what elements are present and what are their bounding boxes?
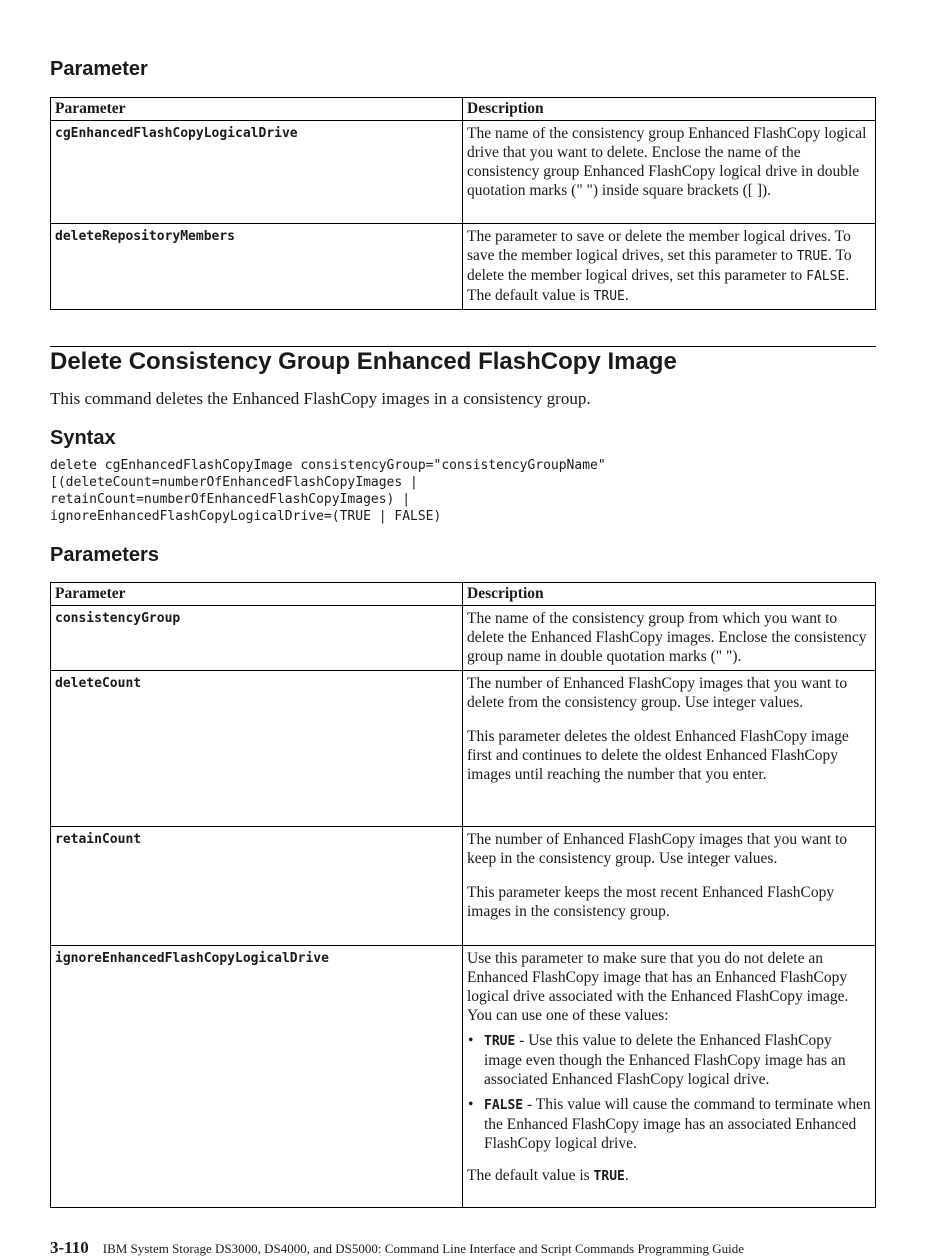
command-intro: This command deletes the Enhanced FlashCopy images in a consistency group. [50, 389, 591, 408]
parameter-heading: Parameter [50, 58, 148, 80]
param-description: The number of Enhanced FlashCopy images that you want to keep in the consistency group. Use integer values. This parameter keeps the most recent Enhanced FlashCopy images in the consistency group. [463, 827, 876, 946]
table-row [51, 121, 876, 224]
page-number: 3-110 [50, 1238, 89, 1257]
table-row [51, 671, 876, 827]
param-name: deleteCount [51, 671, 463, 827]
code-value: TRUE [593, 1169, 625, 1184]
parameters-heading: Parameters [50, 544, 159, 566]
code-value: TRUE [593, 289, 625, 304]
syntax-heading: Syntax [50, 427, 116, 449]
parameters-table [50, 582, 876, 1208]
list-item: • TRUE - Use this value to delete the Enhanced FlashCopy image even though the Enhanced FlashCopy image has an associated Enhanced FlashCopy logical drive. [467, 1031, 871, 1089]
table-header-row [51, 98, 876, 121]
command-title: Delete Consistency Group Enhanced FlashCopy Image [50, 348, 677, 375]
param-name: cgEnhancedFlashCopyLogicalDrive [51, 121, 463, 224]
page-footer [50, 1238, 744, 1258]
code-value: TRUE [796, 249, 829, 264]
syntax-block: delete cgEnhancedFlashCopyImage consistencyGroup="consistencyGroupName" [(deleteCount=numberOfEnhancedFlashCopyImages | retainCount=numberOfEnhancedFlashCopyImages) | ignoreEnhancedFlashCopyLogicalDrive=(TRUE | FALSE) [50, 458, 606, 524]
param-description: The name of the consistency group Enhanced FlashCopy logical drive that you want to delete. Enclose the name of the consistency group Enhanced FlashCopy logical drive in double quotation marks (" ") inside square brackets ([ ]). [463, 121, 876, 224]
param-name: consistencyGroup [51, 606, 463, 671]
param-name: retainCount [51, 827, 463, 946]
header-description: Description [463, 583, 876, 606]
table-row [51, 827, 876, 946]
footer-title: IBM System Storage DS3000, DS4000, and DS5000: Command Line Interface and Script Commands Programming Guide [102, 1241, 744, 1256]
header-parameter: Parameter [51, 98, 463, 121]
header-parameter: Parameter [51, 583, 463, 606]
code-value: FALSE [806, 269, 846, 284]
param-description: The name of the consistency group from which you want to delete the Enhanced FlashCopy images. Enclose the consistency group name in double quotation marks (" "). [463, 606, 876, 671]
section-divider [50, 346, 876, 347]
param-description: The parameter to save or delete the member logical drives. To save the member logical drives, set this parameter to TRUE. To delete the member logical drives, set this parameter to FALSE. The default value is TRUE. [463, 224, 876, 310]
param-description: The number of Enhanced FlashCopy images that you want to delete from the consistency group. Use integer values. This parameter deletes the oldest Enhanced FlashCopy image first and continues to delete the oldest Enhanced FlashCopy images until reaching the number that you enter. [463, 671, 876, 827]
param-description: Use this parameter to make sure that you do not delete an Enhanced FlashCopy image that has an Enhanced FlashCopy logical drive associated with the Enhanced FlashCopy image. You can use one of these values: • TRUE - Use this value to delete the Enhanced FlashCopy image even though the Enhanced FlashCopy image has an associated Enhanced FlashCopy logical drive. • FALSE - This value will cause the command to terminate when the Enhanced FlashCopy image has an associated Enhanced FlashCopy logical drive. The default value is TRUE. [463, 946, 876, 1208]
table-row [51, 606, 876, 671]
table-header-row [51, 583, 876, 606]
table-row [51, 946, 876, 1208]
header-description: Description [463, 98, 876, 121]
values-list [467, 1031, 871, 1153]
table-row [51, 224, 876, 310]
param-name: deleteRepositoryMembers [51, 224, 463, 310]
param-name: ignoreEnhancedFlashCopyLogicalDrive [51, 946, 463, 1208]
parameter-table [50, 97, 876, 310]
list-item: • FALSE - This value will cause the command to terminate when the Enhanced FlashCopy image has an associated Enhanced FlashCopy logical drive. [467, 1095, 871, 1153]
